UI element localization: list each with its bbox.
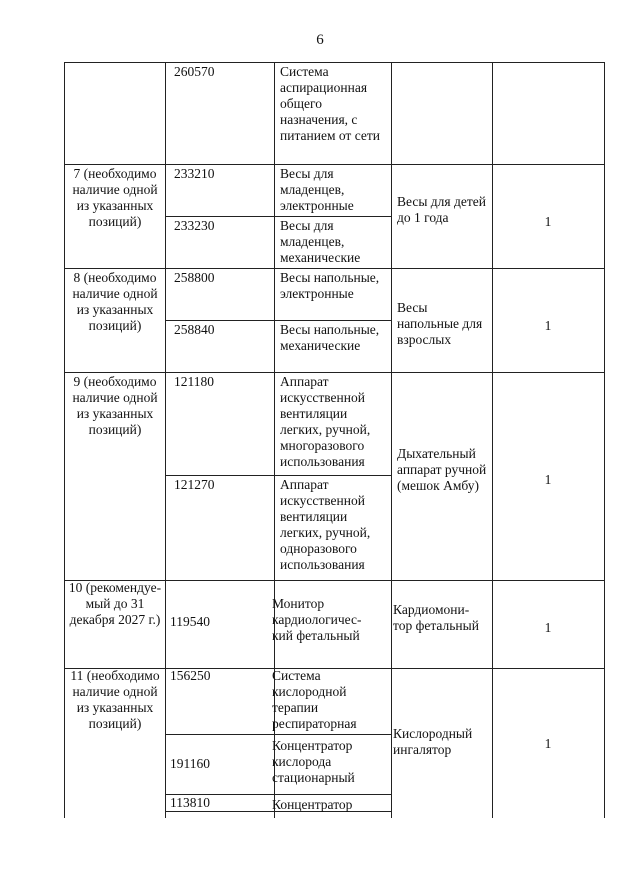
item-code: 119540 xyxy=(170,614,210,629)
item-code: 233210 xyxy=(174,166,215,181)
quantity: 1 xyxy=(544,214,552,229)
page-number: 6 xyxy=(316,32,324,48)
table-border xyxy=(64,372,605,373)
table-border xyxy=(64,164,605,165)
item-name: Весы для младенцев, механические xyxy=(280,218,361,265)
item-code: 260570 xyxy=(174,64,215,79)
item-name: Весы для младенцев, электронные xyxy=(280,166,354,213)
table-border xyxy=(165,475,391,476)
table-border xyxy=(165,216,391,217)
item-name: Монитор кардиологичес-кий фетальный xyxy=(272,596,362,643)
item-code: 113810 xyxy=(170,795,210,810)
item-name: Система аспирационная общего назначения, с питанием от сети xyxy=(280,64,380,143)
quantity: 1 xyxy=(544,736,552,751)
table-border xyxy=(165,734,391,735)
item-name: Весы напольные, электронные xyxy=(280,270,380,301)
table-border xyxy=(165,62,166,818)
group-number: 8 (необходимо наличие одной из указанных позиций) xyxy=(72,270,158,333)
table-border xyxy=(64,62,65,818)
item-code: 258840 xyxy=(174,322,215,337)
item-code: 233230 xyxy=(174,218,215,233)
table-border xyxy=(64,62,605,63)
item-name: Система кислородной терапии респираторная xyxy=(272,668,357,731)
table-border xyxy=(64,268,605,269)
item-code: 156250 xyxy=(170,668,211,683)
item-name: Аппарат искусственной вентиляции легких, ручной, многоразового использования xyxy=(280,374,371,469)
item-code: 121180 xyxy=(174,374,214,389)
item-code: 191160 xyxy=(170,756,210,771)
category: Кардиомони-тор фетальный xyxy=(393,602,479,633)
category: Дыхательный аппарат ручной (мешок Амбу) xyxy=(397,446,487,493)
table-border xyxy=(604,62,605,818)
group-number: 7 (необходимо наличие одной из указанных позиций) xyxy=(72,166,158,229)
quantity: 1 xyxy=(544,318,552,333)
table-border xyxy=(165,320,391,321)
group-number: 10 (рекомендуе-мый до 31 декабря 2027 г.) xyxy=(68,580,162,627)
item-name: Весы напольные, механические xyxy=(280,322,380,353)
item-name: Концентратор xyxy=(272,797,353,812)
quantity: 1 xyxy=(544,472,552,487)
table-border xyxy=(391,62,392,818)
item-code: 258800 xyxy=(174,270,215,285)
item-code: 121270 xyxy=(174,477,215,492)
group-number: 11 (необходимо наличие одной из указанных позиций) xyxy=(70,668,160,731)
item-name: Аппарат искусственной вентиляции легких, ручной, одноразового использования xyxy=(280,477,371,572)
table-border xyxy=(492,62,493,818)
category: Кислородный ингалятор xyxy=(393,726,473,757)
category: Весы напольные для взрослых xyxy=(397,300,483,347)
quantity: 1 xyxy=(544,620,552,635)
item-name: Концентратор кислорода стационарный xyxy=(272,738,355,785)
category: Весы для детей до 1 года xyxy=(397,194,486,225)
group-number: 9 (необходимо наличие одной из указанных позиций) xyxy=(72,374,158,437)
